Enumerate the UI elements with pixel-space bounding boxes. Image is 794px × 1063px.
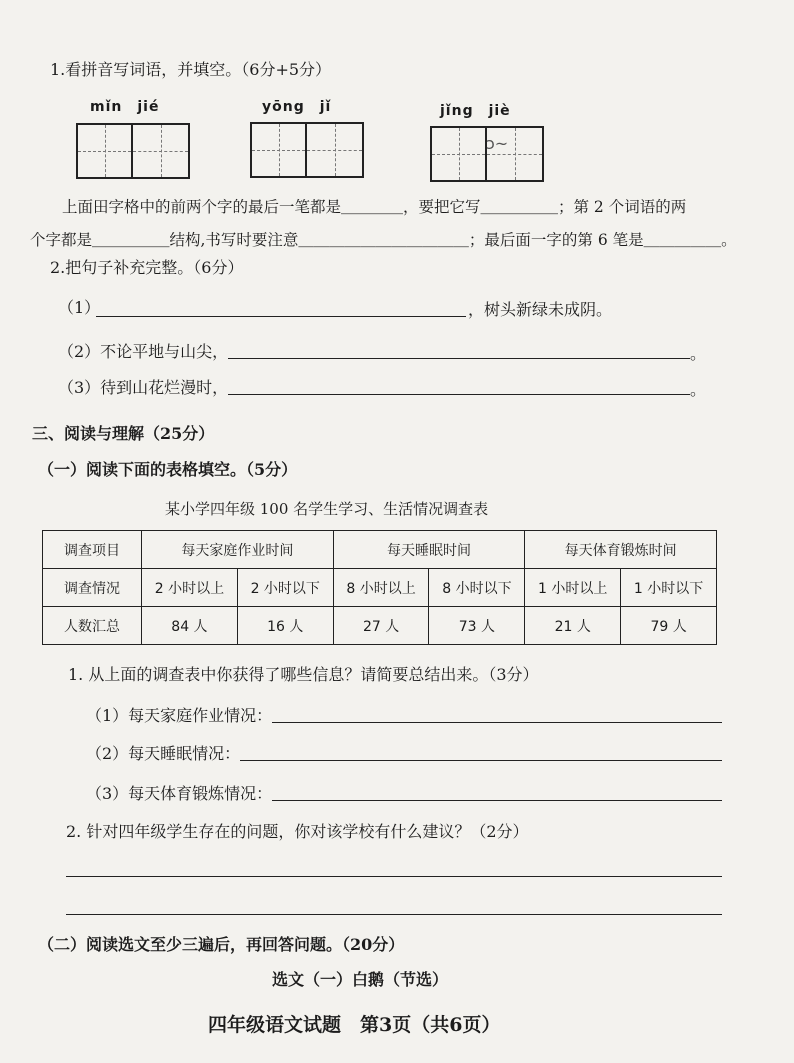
page-footer: 四年级语文试题 第3页（共6页） [208,1014,501,1036]
q2-title: 2.把句子补充完整。（6分） [50,258,244,277]
table-cell: 8 小时以上 [333,569,429,607]
q2-item-1-answer-line[interactable] [96,316,466,317]
q2-item-2-start: （2）不论平地与山尖， [58,342,229,361]
tianzige-cell[interactable] [307,124,362,176]
tianzige-cell[interactable] [133,125,188,177]
table-row [43,607,717,645]
pinyin-1: mǐn jié [90,99,160,115]
table-cell: 人数汇总 [43,607,142,645]
table-cell: 2 小时以下 [237,569,333,607]
sub-question-1-title: 1. 从上面的调查表中你获得了哪些信息？请简要总结出来。（3分） [68,665,539,684]
part-2-heading: （二）阅读选文至少三遍后，再回答问题。（20分） [38,935,405,954]
table-header-cell: 调查项目 [43,531,142,569]
q2-item-3-end: 。 [690,380,707,399]
q2-item-1-number: （1） [58,298,101,317]
sub-1a-label: （1）每天家庭作业情况： [86,706,273,725]
table-title: 某小学四年级 100 名学生学习、生活情况调查表 [165,500,489,518]
table-header-cell: 每天睡眠时间 [333,531,525,569]
sub-1b-answer-line[interactable] [240,760,722,761]
table-cell: 8 小时以下 [429,569,525,607]
pinyin-3: jǐng jiè [440,103,511,119]
table-header-cell: 每天体育锻炼时间 [525,531,717,569]
section-3-heading: 三、阅读与理解（25分） [32,424,215,443]
q2-item-2-end: 。 [690,344,707,363]
q2-item-3-answer-line[interactable] [228,394,690,395]
sub-2-answer-line-1[interactable] [66,876,722,877]
table-cell: 73 人 [429,607,525,645]
tianzige-cell[interactable] [252,124,307,176]
table-cell: 27 人 [333,607,429,645]
sub-1a-answer-line[interactable] [272,722,722,723]
q1-fill-line-1: 上面田字格中的前两个字的最后一笔都是＿＿＿＿，要把它写＿＿＿＿＿；第 2 个词语的两 [62,198,687,216]
tianzige-word-1[interactable] [76,123,190,179]
table-cell: 84 人 [142,607,238,645]
table-cell: 21 人 [525,607,621,645]
q1-title: 1.看拼音写词语，并填空。（6分+5分） [50,60,332,79]
table-cell: 1 小时以上 [525,569,621,607]
q2-item-1-ending: ，树头新绿未成阴。 [468,300,613,319]
sub-1b-label: （2）每天睡眠情况： [86,744,241,763]
q2-item-3-start: （3）待到山花烂漫时， [58,378,229,397]
passage-title: 选文（一）白鹅（节选） [272,970,449,989]
table-row [43,531,717,569]
q1-fill-line-2: 个字都是＿＿＿＿＿结构,书写时要注意＿＿＿＿＿＿＿＿＿＿＿；最后面一字的第 6 笔是＿＿＿＿＿。 [30,231,737,249]
pinyin-2: yōng jǐ [262,99,332,115]
tianzige-cell[interactable] [432,128,487,180]
table-header-cell: 每天家庭作业时间 [142,531,334,569]
table-cell: 1 小时以下 [621,569,717,607]
table-cell: 2 小时以上 [142,569,238,607]
handwriting-mark: ɔ~ [486,134,509,153]
tianzige-word-2[interactable] [250,122,364,178]
sub-question-2-title: 2. 针对四年级学生存在的问题，你对该学校有什么建议？（2分） [66,822,529,841]
table-row [43,569,717,607]
survey-table [42,530,717,645]
table-cell: 79 人 [621,607,717,645]
sub-1c-answer-line[interactable] [272,800,722,801]
q2-item-2-answer-line[interactable] [228,358,690,359]
sub-2-answer-line-2[interactable] [66,914,722,915]
part-1-heading: （一）阅读下面的表格填空。（5分） [38,460,298,479]
tianzige-cell[interactable] [78,125,133,177]
sub-1c-label: （3）每天体育锻炼情况： [86,784,273,803]
table-cell: 调查情况 [43,569,142,607]
table-cell: 16 人 [237,607,333,645]
